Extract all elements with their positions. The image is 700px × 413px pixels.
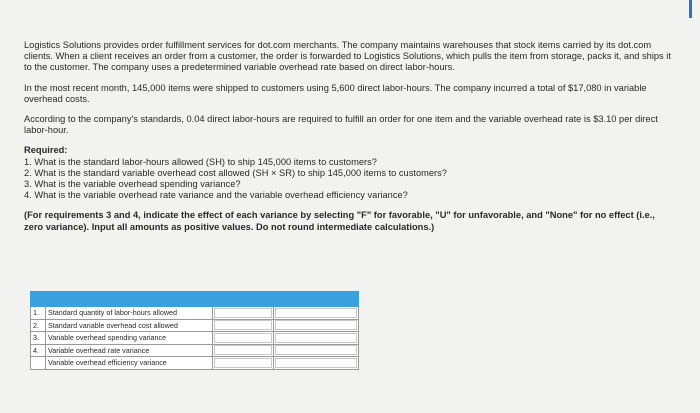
effect-select-cell[interactable] bbox=[274, 344, 359, 357]
effect-select[interactable] bbox=[275, 333, 357, 343]
scroll-indicator[interactable] bbox=[689, 0, 692, 18]
row-number: 2. bbox=[31, 319, 46, 332]
amount-input[interactable] bbox=[214, 333, 272, 343]
answer-table bbox=[30, 291, 359, 370]
effect-select[interactable] bbox=[275, 345, 357, 355]
instructions-text: (For requirements 3 and 4, indicate the effect of each variance by selecting "F" for favorable, "U" for unfavorable, and "None" for no effect (i.e., zero variance). Input all amounts as positive values. Do not round intermediate calculations.) bbox=[24, 210, 655, 232]
row-label: Variable overhead spending variance bbox=[46, 332, 213, 345]
effect-select-cell[interactable] bbox=[274, 332, 359, 345]
row-number: 3. bbox=[31, 332, 46, 345]
intro-paragraph: Logistics Solutions provides order fulfillment services for dot.com merchants. The company maintains warehouses that stock items carried by its dot.com clients. When a client receives an order from a customer, the order is forwarded to Logistics Solutions, which pulls the item from storage, packs it, and ships it to the customer. The company uses a predetermined variable overhead rate based on direct labor-hours. bbox=[24, 40, 671, 73]
row-number: 4. bbox=[31, 344, 46, 357]
amount-input-cell[interactable] bbox=[213, 332, 274, 345]
required-heading: Required: bbox=[24, 145, 68, 156]
effect-select[interactable] bbox=[275, 358, 357, 368]
table-row bbox=[31, 332, 359, 345]
required-item: 1. What is the standard labor-hours allowed (SH) to ship 145,000 items to customers? bbox=[24, 156, 377, 167]
row-label: Variable overhead rate variance bbox=[46, 344, 213, 357]
row-label: Standard quantity of labor-hours allowed bbox=[46, 307, 213, 320]
amount-input-cell[interactable] bbox=[213, 344, 274, 357]
required-list bbox=[24, 157, 674, 202]
table-row bbox=[31, 307, 359, 320]
required-item: 2. What is the standard variable overhead cost allowed (SH × SR) to ship 145,000 items to customers? bbox=[24, 167, 447, 178]
row-number: 1. bbox=[31, 307, 46, 320]
amount-input[interactable] bbox=[214, 320, 272, 330]
amount-input[interactable] bbox=[214, 308, 272, 318]
monthly-data-paragraph: In the most recent month, 145,000 items were shipped to customers using 5,600 direct labor-hours. The company incurred a total of $17,080 in variable overhead costs. bbox=[24, 82, 647, 104]
problem-text bbox=[24, 40, 674, 233]
effect-select[interactable] bbox=[275, 308, 357, 318]
effect-select-cell[interactable] bbox=[274, 319, 359, 332]
amount-input-cell[interactable] bbox=[213, 357, 274, 370]
required-item: 3. What is the variable overhead spending variance? bbox=[24, 179, 241, 190]
standards-paragraph: According to the company's standards, 0.04 direct labor-hours are required to fulfill an order for one item and the variable overhead rate is $3.10 per direct labor-hour. bbox=[24, 114, 658, 136]
effect-select-cell[interactable] bbox=[274, 357, 359, 370]
row-label: Variable overhead efficiency variance bbox=[46, 357, 213, 370]
table-row bbox=[31, 344, 359, 357]
table-header-row bbox=[31, 292, 359, 307]
amount-input[interactable] bbox=[214, 358, 272, 368]
amount-input-cell[interactable] bbox=[213, 307, 274, 320]
table-row bbox=[31, 357, 359, 370]
table-row bbox=[31, 319, 359, 332]
row-label: Standard variable overhead cost allowed bbox=[46, 319, 213, 332]
required-item: 4. What is the variable overhead rate variance and the variable overhead efficiency variance? bbox=[24, 190, 408, 201]
effect-select-cell[interactable] bbox=[274, 307, 359, 320]
amount-input[interactable] bbox=[214, 345, 272, 355]
effect-select[interactable] bbox=[275, 320, 357, 330]
amount-input-cell[interactable] bbox=[213, 319, 274, 332]
row-number bbox=[31, 357, 46, 370]
